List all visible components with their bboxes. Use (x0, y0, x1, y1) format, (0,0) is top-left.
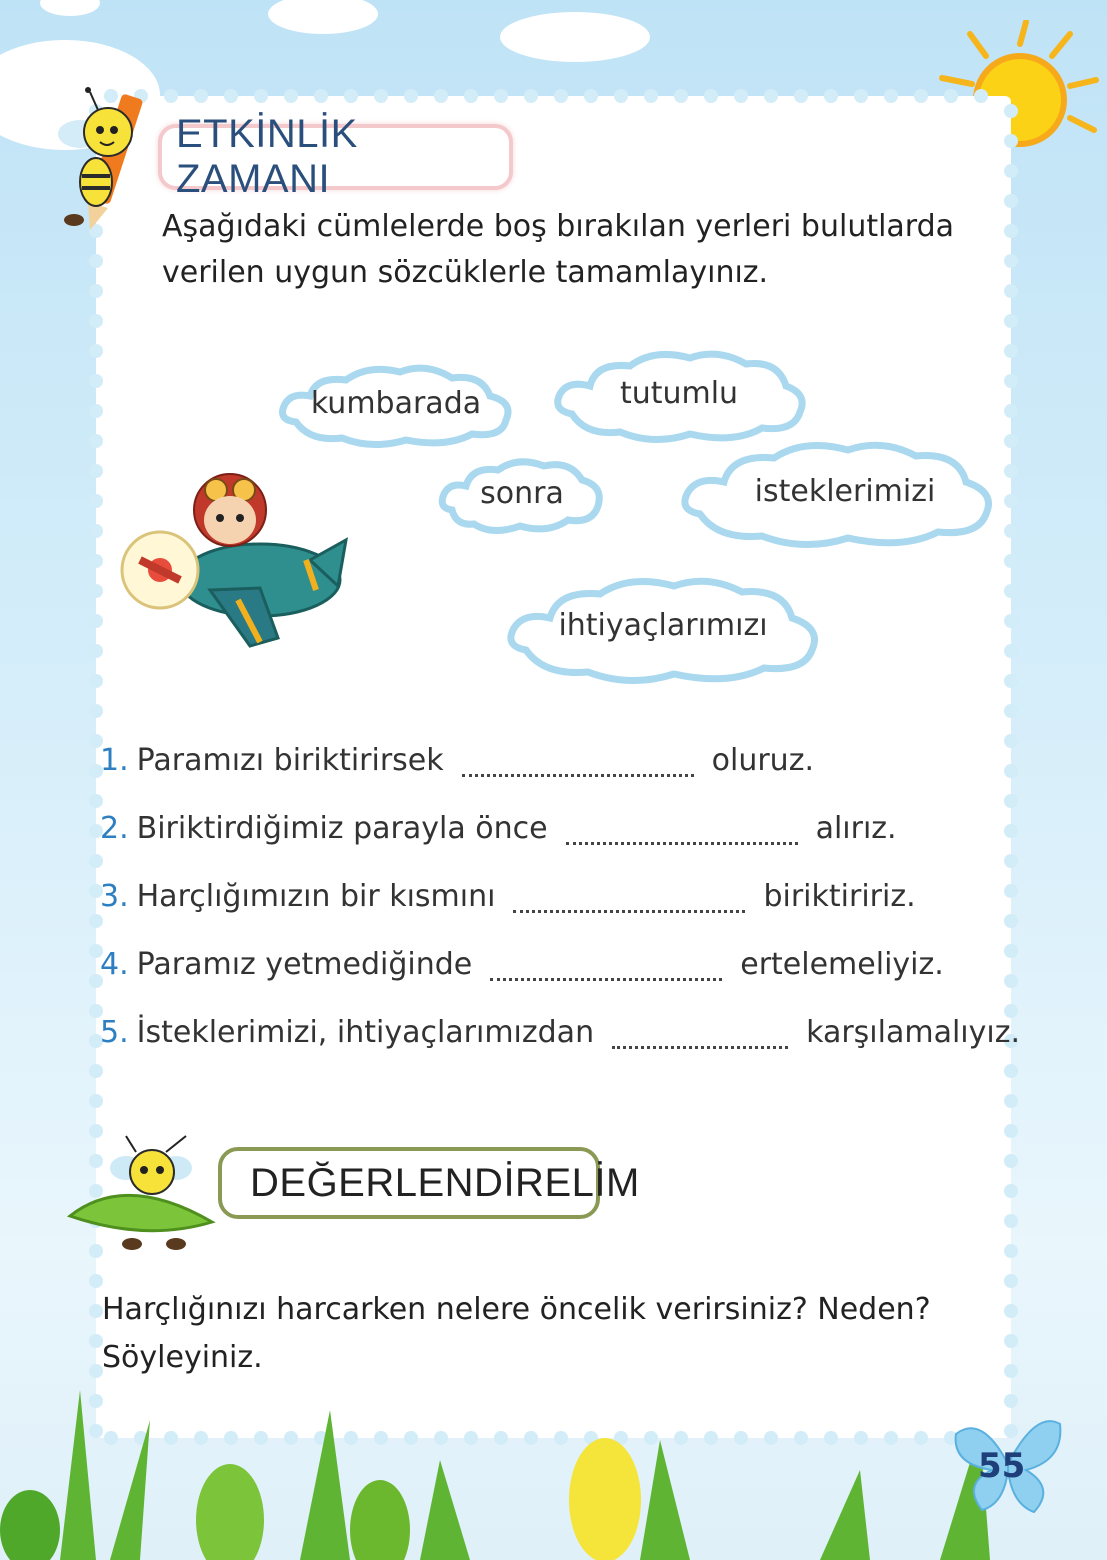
perforation-dot (224, 89, 238, 103)
perforation-dot (89, 374, 103, 388)
perforation-dot (1004, 464, 1018, 478)
perforation-dot (164, 89, 178, 103)
perforation-dot (1004, 374, 1018, 388)
grass-decoration (0, 1350, 1107, 1560)
perforation-dot (584, 89, 598, 103)
perforation-dot (284, 89, 298, 103)
perforation-dot (1004, 1244, 1018, 1258)
perforation-dot (614, 89, 628, 103)
perforation-dot (1004, 194, 1018, 208)
sentence-text: İsteklerimizi, ihtiyaçlarımızdan (136, 1014, 595, 1050)
child-airplane-illustration (110, 460, 350, 650)
word-kumbarada: kumbarada (310, 386, 482, 421)
bee-on-leaf-illustration (66, 1132, 216, 1256)
perforation-dot (89, 674, 103, 688)
perforation-dot (1004, 134, 1018, 148)
sentence-ending: karşılamalıyız. (806, 1014, 1020, 1050)
evaluation-question: Harçlığınızı harcarken nelere öncelik verirsiniz? Neden? Söyleyiniz. (102, 1292, 931, 1375)
perforation-dot (974, 89, 988, 103)
perforation-dot (674, 89, 688, 103)
word-isteklerimizi: isteklerimizi (754, 474, 936, 509)
sentence-text: Paramız yetmediğinde (136, 946, 473, 982)
perforation-dot (1004, 1094, 1018, 1108)
perforation-dot (89, 704, 103, 718)
perforation-dot (89, 434, 103, 448)
word-sonra: sonra (480, 476, 564, 511)
perforation-dot (89, 314, 103, 328)
perforation-dot (1004, 254, 1018, 268)
perforation-dot (89, 404, 103, 418)
activity-instruction: Aşağıdaki cümlelerde boş bırakılan yerleri bulutlarda verilen uygun sözcüklerle tamamlayınız. (162, 209, 955, 290)
perforation-dot (914, 89, 928, 103)
fill-in-sentences (100, 726, 1020, 1066)
perforation-dot (344, 89, 358, 103)
perforation-dot (1004, 1184, 1018, 1198)
perforation-dot (89, 614, 103, 628)
perforation-dot (1004, 584, 1018, 598)
perforation-dot (1004, 1124, 1018, 1138)
perforation-dot (464, 89, 478, 103)
sentence-text: Harçlığımızın bir kısmını (136, 878, 496, 914)
word-cloud-tutumlu (550, 348, 808, 448)
sentence-1 (100, 726, 1020, 794)
sentence-text: Paramızı biriktirirsek (136, 742, 444, 778)
perforation-dot (404, 89, 418, 103)
perforation-dot (1004, 1154, 1018, 1168)
perforation-dot (854, 89, 868, 103)
perforation-dot (89, 254, 103, 268)
sentence-text: Biriktirdiğimiz parayla önce (136, 810, 548, 846)
sentence-3 (100, 862, 1020, 930)
perforation-dot (374, 89, 388, 103)
perforation-dot (944, 89, 958, 103)
perforation-dot (1004, 104, 1018, 118)
sentence-number: 4. (100, 946, 129, 982)
perforation-dot (89, 1094, 103, 1108)
evaluation-title-box (218, 1147, 640, 1219)
perforation-dot (1004, 1214, 1018, 1228)
perforation-dot (554, 89, 568, 103)
sentence-ending: ertelemeliyiz. (740, 946, 944, 982)
perforation-dot (1004, 314, 1018, 328)
sky-cloud (268, 0, 378, 34)
word-ihtiyaclarimizi: ihtiyaçlarımızı (558, 608, 768, 643)
perforation-dot (254, 89, 268, 103)
perforation-dot (1004, 1274, 1018, 1288)
sentence-2 (100, 794, 1020, 862)
perforation-dot (764, 89, 778, 103)
activity-title: ETKİNLİK ZAMANI (176, 112, 358, 201)
perforation-dot (89, 464, 103, 478)
perforation-dot (1004, 164, 1018, 178)
perforation-dot (434, 89, 448, 103)
perforation-dot (89, 584, 103, 598)
word-cloud-isteklerimizi (676, 436, 1000, 554)
page-number: 55 (978, 1446, 1026, 1486)
sentence-number: 3. (100, 878, 129, 914)
sentence-number: 1. (100, 742, 129, 778)
answer-blank[interactable] (612, 1028, 788, 1049)
word-cloud-ihtiyaclarimizi (502, 572, 824, 690)
word-cloud-sonra (436, 454, 608, 540)
sentence-number: 2. (100, 810, 129, 846)
answer-blank[interactable] (513, 892, 745, 913)
perforation-dot (824, 89, 838, 103)
perforation-dot (794, 89, 808, 103)
perforation-dot (1004, 1304, 1018, 1318)
activity-title-box (158, 112, 513, 201)
perforation-dot (1004, 554, 1018, 568)
perforation-dot (1004, 1334, 1018, 1348)
sky-cloud (500, 12, 650, 62)
perforation-dot (1004, 344, 1018, 358)
evaluation-title: DEĞERLENDİRELİM (250, 1160, 640, 1205)
perforation-dot (1004, 674, 1018, 688)
perforation-dot (1004, 614, 1018, 628)
perforation-dot (89, 494, 103, 508)
perforation-dot (89, 344, 103, 358)
answer-blank[interactable] (462, 756, 694, 777)
answer-blank[interactable] (490, 960, 722, 981)
perforation-dot (1004, 1064, 1018, 1078)
sentence-5 (100, 998, 1020, 1066)
perforation-dot (89, 554, 103, 568)
perforation-dot (1004, 494, 1018, 508)
perforation-dot (194, 89, 208, 103)
perforation-dot (89, 1274, 103, 1288)
perforation-dot (89, 1334, 103, 1348)
bee-with-pencil-illustration (50, 84, 165, 254)
perforation-dot (1004, 644, 1018, 658)
word-cloud-kumbarada (276, 362, 516, 452)
answer-blank[interactable] (566, 824, 798, 845)
sky-cloud (40, 0, 100, 16)
perforation-dot (1004, 704, 1018, 718)
perforation-dot (494, 89, 508, 103)
sentence-number: 5. (100, 1014, 129, 1050)
perforation-dot (89, 284, 103, 298)
perforation-dot (89, 524, 103, 538)
perforation-dot (1004, 284, 1018, 298)
sentence-ending: biriktiririz. (763, 878, 916, 914)
perforation-dot (314, 89, 328, 103)
perforation-dot (1004, 434, 1018, 448)
perforation-dot (644, 89, 658, 103)
perforation-dot (1004, 524, 1018, 538)
word-tutumlu: tutumlu (619, 376, 739, 411)
sentence-4 (100, 930, 1020, 998)
sentence-ending: oluruz. (711, 742, 814, 778)
sentence-ending: alırız. (815, 810, 897, 846)
perforation-dot (89, 1064, 103, 1078)
perforation-dot (524, 89, 538, 103)
perforation-dot (1004, 224, 1018, 238)
perforation-dot (89, 644, 103, 658)
perforation-dot (704, 89, 718, 103)
perforation-dot (1004, 404, 1018, 418)
perforation-dot (884, 89, 898, 103)
perforation-dot (734, 89, 748, 103)
perforation-dot (89, 1304, 103, 1318)
